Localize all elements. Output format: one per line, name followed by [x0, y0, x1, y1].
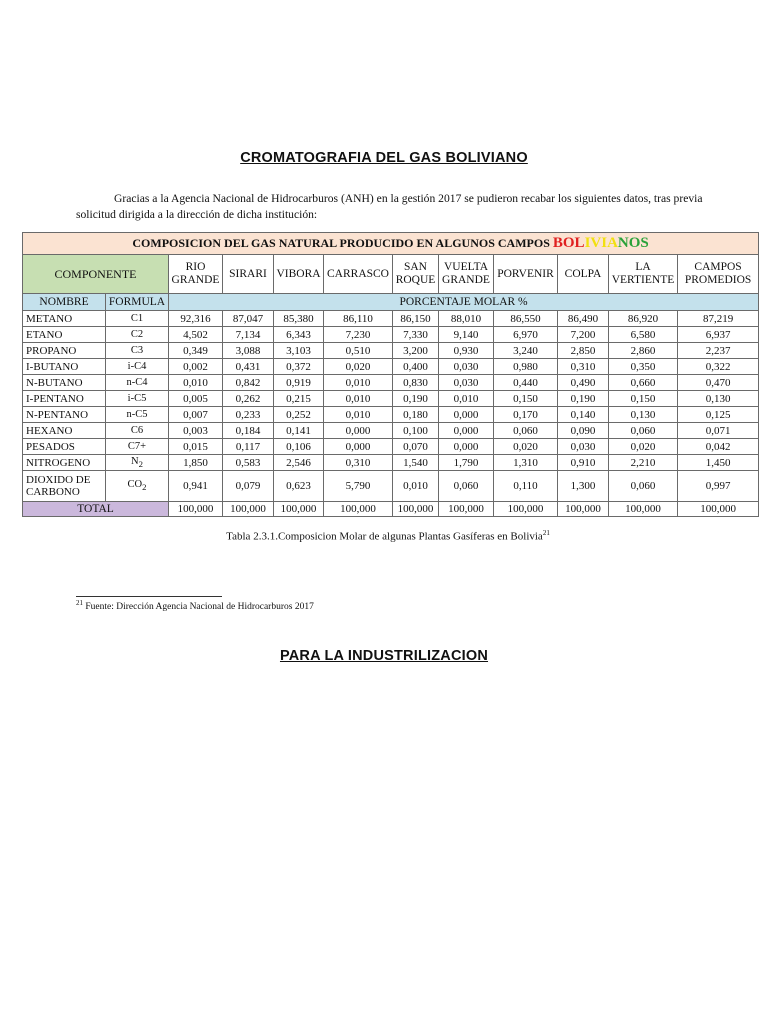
formula-text: C6 [130, 425, 144, 436]
molar-value: 0,090 [558, 423, 609, 439]
component-name [23, 359, 106, 375]
molar-value: 0,170 [494, 407, 558, 423]
molar-value: 2,850 [558, 343, 609, 359]
molar-value: 92,316 [169, 311, 223, 327]
molar-value: 0,010 [324, 375, 393, 391]
formula-text: CO [127, 478, 143, 490]
field-name-line2: VERTIENTE [611, 274, 675, 286]
table-row [23, 471, 759, 502]
molar-value: 0,015 [169, 439, 223, 455]
molar-value: 0,070 [393, 439, 439, 455]
molar-value: 88,010 [439, 311, 494, 327]
table-row [23, 359, 759, 375]
molar-value: 0,125 [678, 407, 759, 423]
header-field-7 [558, 255, 609, 294]
molar-value: 0,190 [393, 391, 439, 407]
component-formula [106, 343, 169, 359]
component-name [23, 471, 106, 502]
total-value: 100,000 [274, 502, 324, 517]
molar-value: 0,252 [274, 407, 324, 423]
formula-text: N [131, 455, 139, 467]
table-row [23, 455, 759, 471]
field-name-line1: VIBORA [276, 267, 321, 280]
table-caption [0, 529, 768, 543]
molar-value: 0,030 [558, 439, 609, 455]
molar-value: 0,060 [609, 423, 678, 439]
formula-text: C2 [130, 329, 144, 340]
caption-text: Tabla 2.3.1.Composicion Molar de algunas Plantas Gasíferas en Bolivia [226, 530, 543, 543]
molar-value: 7,230 [324, 327, 393, 343]
table-row [23, 391, 759, 407]
molar-value: 0,184 [223, 423, 274, 439]
molar-value: 4,502 [169, 327, 223, 343]
molar-value: 0,010 [169, 375, 223, 391]
molar-value: 0,215 [274, 391, 324, 407]
formula-text: i-C4 [127, 361, 147, 372]
footnote [76, 599, 314, 612]
molar-value: 0,002 [169, 359, 223, 375]
molar-value: 0,141 [274, 423, 324, 439]
header-field-5 [439, 255, 494, 294]
component-formula [106, 375, 169, 391]
molar-value: 0,440 [494, 375, 558, 391]
field-name-line2: GRANDE [171, 274, 220, 286]
molar-value: 86,920 [609, 311, 678, 327]
formula-text: C1 [130, 313, 144, 324]
component-formula [106, 455, 169, 471]
formula-subscript: 2 [142, 482, 147, 493]
component-name-line1: PESADOS [26, 440, 75, 453]
molar-value: 9,140 [439, 327, 494, 343]
molar-value: 0,106 [274, 439, 324, 455]
component-name [23, 391, 106, 407]
formula-text: C3 [130, 345, 144, 356]
component-name [23, 375, 106, 391]
component-name [23, 311, 106, 327]
molar-value: 0,372 [274, 359, 324, 375]
table-row [23, 375, 759, 391]
component-formula [106, 391, 169, 407]
subheader-nombre: NOMBRE [23, 294, 106, 311]
molar-value: 86,110 [324, 311, 393, 327]
field-name-line1: CARRASCO [327, 267, 389, 280]
component-name-line1: NITROGENO [26, 456, 91, 469]
molar-value: 0,010 [439, 391, 494, 407]
molar-value: 0,150 [494, 391, 558, 407]
molar-value: 0,130 [609, 407, 678, 423]
molar-value: 0,020 [609, 439, 678, 455]
component-name-line1: N-BUTANO [26, 376, 83, 389]
subheader-formula: FORMULA [106, 294, 169, 311]
molar-value: 0,623 [274, 471, 324, 502]
molar-value: 86,490 [558, 311, 609, 327]
molar-value: 7,200 [558, 327, 609, 343]
table-caption-row [23, 233, 759, 255]
component-name-line1: ETANO [26, 328, 63, 341]
molar-value: 0,079 [223, 471, 274, 502]
molar-value: 0,007 [169, 407, 223, 423]
subheader-row [23, 294, 759, 311]
intro-line-2: solicitud dirigida a la dirección de dicha institución: [76, 208, 318, 221]
header-field-0 [169, 255, 223, 294]
component-name-line2: CARBONO [26, 486, 80, 498]
table-row [23, 311, 759, 327]
formula-subscript: 2 [138, 459, 143, 470]
field-name-line2: ROQUE [395, 274, 436, 286]
molar-value: 0,042 [678, 439, 759, 455]
molar-value: 0,190 [558, 391, 609, 407]
header-row [23, 255, 759, 294]
molar-value: 3,103 [274, 343, 324, 359]
component-name-line1: HEXANO [26, 424, 73, 437]
component-name [23, 423, 106, 439]
header-field-1 [223, 255, 274, 294]
component-name [23, 327, 106, 343]
table-caption-text: COMPOSICION DEL GAS NATURAL PRODUCIDO EN ALGUNOS CAMPOS [132, 236, 550, 250]
molar-value: 0,930 [439, 343, 494, 359]
header-componente: COMPONENTE [23, 255, 169, 294]
table-row [23, 439, 759, 455]
header-field-4 [393, 255, 439, 294]
header-field-6 [494, 255, 558, 294]
table-row [23, 423, 759, 439]
component-formula [106, 359, 169, 375]
component-formula [106, 311, 169, 327]
molar-value: 0,510 [324, 343, 393, 359]
formula-text: i-C5 [127, 393, 147, 404]
molar-value: 0,660 [609, 375, 678, 391]
formula-text: C7+ [127, 441, 147, 452]
molar-value: 0,010 [324, 391, 393, 407]
bolivianos-yellow-part: IVIA [584, 235, 618, 251]
field-name-line1: RIO [185, 261, 206, 273]
footnote-number: 21 [76, 599, 83, 607]
molar-value: 0,030 [439, 375, 494, 391]
molar-value: 0,010 [324, 407, 393, 423]
molar-value: 0,910 [558, 455, 609, 471]
subheader-porcentaje: PORCENTAJE MOLAR % [169, 294, 759, 311]
molar-value: 0,060 [609, 471, 678, 502]
total-value: 100,000 [494, 502, 558, 517]
total-value: 100,000 [609, 502, 678, 517]
molar-value: 1,300 [558, 471, 609, 502]
molar-value: 0,000 [439, 439, 494, 455]
molar-value: 1,310 [494, 455, 558, 471]
page-title: CROMATOGRAFIA DEL GAS BOLIVIANO [240, 150, 528, 166]
molar-value: 0,117 [223, 439, 274, 455]
field-name-line2: PROMEDIOS [684, 274, 752, 286]
molar-value: 1,790 [439, 455, 494, 471]
footnote-text: Fuente: Dirección Agencia Nacional de Hidrocarburos 2017 [83, 602, 314, 613]
molar-value: 0,140 [558, 407, 609, 423]
molar-value: 2,237 [678, 343, 759, 359]
component-formula [106, 439, 169, 455]
component-name [23, 343, 106, 359]
formula-text: n-C5 [126, 409, 148, 420]
molar-value: 0,233 [223, 407, 274, 423]
molar-value: 0,830 [393, 375, 439, 391]
molar-value: 0,130 [678, 391, 759, 407]
intro-line-1: Gracias a la Agencia Nacional de Hidrocarburos (ANH) en la gestión 2017 se pudieron recabar los siguientes datos, tras previa [114, 192, 703, 205]
total-label: TOTAL [23, 502, 169, 517]
molar-value: 0,000 [439, 407, 494, 423]
molar-value: 0,310 [324, 455, 393, 471]
molar-value: 3,088 [223, 343, 274, 359]
component-name-line1: I-BUTANO [26, 360, 79, 373]
molar-value: 0,003 [169, 423, 223, 439]
caption-footnote-ref: 21 [542, 529, 550, 537]
header-field-8 [609, 255, 678, 294]
table-row [23, 343, 759, 359]
molar-value: 3,240 [494, 343, 558, 359]
footnote-rule [76, 596, 222, 597]
molar-value: 0,000 [324, 423, 393, 439]
molar-value: 0,349 [169, 343, 223, 359]
molar-value: 1,850 [169, 455, 223, 471]
molar-value: 86,150 [393, 311, 439, 327]
molar-value: 0,071 [678, 423, 759, 439]
bolivianos-red-part: BOL [552, 235, 585, 251]
molar-value: 6,343 [274, 327, 324, 343]
formula-text: n-C4 [126, 377, 148, 388]
component-name [23, 455, 106, 471]
molar-value: 6,937 [678, 327, 759, 343]
field-name-line1: PORVENIR [497, 267, 554, 280]
molar-value: 85,380 [274, 311, 324, 327]
component-formula [106, 407, 169, 423]
molar-value: 0,150 [609, 391, 678, 407]
molar-value: 6,580 [609, 327, 678, 343]
molar-value: 0,431 [223, 359, 274, 375]
field-name-line1: CAMPOS [694, 261, 742, 273]
molar-value: 1,540 [393, 455, 439, 471]
molar-value: 0,000 [439, 423, 494, 439]
total-value: 100,000 [393, 502, 439, 517]
molar-value: 87,219 [678, 311, 759, 327]
molar-value: 2,860 [609, 343, 678, 359]
molar-value: 0,583 [223, 455, 274, 471]
total-value: 100,000 [223, 502, 274, 517]
field-name-line1: SIRARI [229, 267, 267, 280]
table-row [23, 407, 759, 423]
molar-value: 0,980 [494, 359, 558, 375]
total-value: 100,000 [169, 502, 223, 517]
component-name [23, 439, 106, 455]
field-name-line2: GRANDE [442, 274, 490, 286]
molar-value: 0,060 [439, 471, 494, 502]
field-name-line1: VUELTA [443, 261, 488, 273]
molar-value: 7,134 [223, 327, 274, 343]
molar-value: 87,047 [223, 311, 274, 327]
field-name-line1: COLPA [564, 267, 602, 280]
molar-value: 0,941 [169, 471, 223, 502]
component-name-line1: I-PENTANO [26, 392, 84, 405]
component-name-line1: N-PENTANO [26, 408, 89, 421]
molar-value: 0,010 [393, 471, 439, 502]
molar-value: 0,919 [274, 375, 324, 391]
molar-value: 2,546 [274, 455, 324, 471]
molar-value: 0,100 [393, 423, 439, 439]
table-row [23, 327, 759, 343]
molar-value: 0,000 [324, 439, 393, 455]
intro-paragraph [76, 191, 712, 223]
component-formula [106, 327, 169, 343]
molar-value: 0,350 [609, 359, 678, 375]
molar-value: 86,550 [494, 311, 558, 327]
molar-value: 0,180 [393, 407, 439, 423]
molar-value: 7,330 [393, 327, 439, 343]
molar-value: 0,310 [558, 359, 609, 375]
section-title-industrializacion: PARA LA INDUSTRILIZACION [279, 648, 489, 664]
header-field-9 [678, 255, 759, 294]
total-value: 100,000 [678, 502, 759, 517]
molar-value: 3,200 [393, 343, 439, 359]
table-caption-cell [23, 233, 759, 255]
molar-value: 5,790 [324, 471, 393, 502]
molar-value: 0,030 [439, 359, 494, 375]
field-name-line1: LA [635, 261, 651, 273]
component-name-line1: PROPANO [26, 344, 77, 357]
molar-value: 0,005 [169, 391, 223, 407]
component-name-line1: DIOXIDO DE [26, 474, 91, 486]
total-value: 100,000 [324, 502, 393, 517]
molar-value: 0,262 [223, 391, 274, 407]
molar-value: 0,020 [324, 359, 393, 375]
header-field-3 [324, 255, 393, 294]
component-name [23, 407, 106, 423]
component-name-line1: METANO [26, 312, 73, 325]
bolivianos-green-part: NOS [617, 235, 649, 251]
total-row [23, 502, 759, 517]
total-value: 100,000 [558, 502, 609, 517]
molar-value: 0,322 [678, 359, 759, 375]
molar-value: 0,400 [393, 359, 439, 375]
molar-value: 1,450 [678, 455, 759, 471]
molar-value: 0,997 [678, 471, 759, 502]
molar-value: 0,110 [494, 471, 558, 502]
molar-value: 0,470 [678, 375, 759, 391]
component-formula [106, 471, 169, 502]
gas-composition-table [22, 232, 759, 517]
molar-value: 0,842 [223, 375, 274, 391]
molar-value: 0,490 [558, 375, 609, 391]
molar-value: 6,970 [494, 327, 558, 343]
molar-value: 0,020 [494, 439, 558, 455]
field-name-line1: SAN [403, 261, 427, 273]
component-formula [106, 423, 169, 439]
header-field-2 [274, 255, 324, 294]
total-value: 100,000 [439, 502, 494, 517]
molar-value: 0,060 [494, 423, 558, 439]
molar-value: 2,210 [609, 455, 678, 471]
